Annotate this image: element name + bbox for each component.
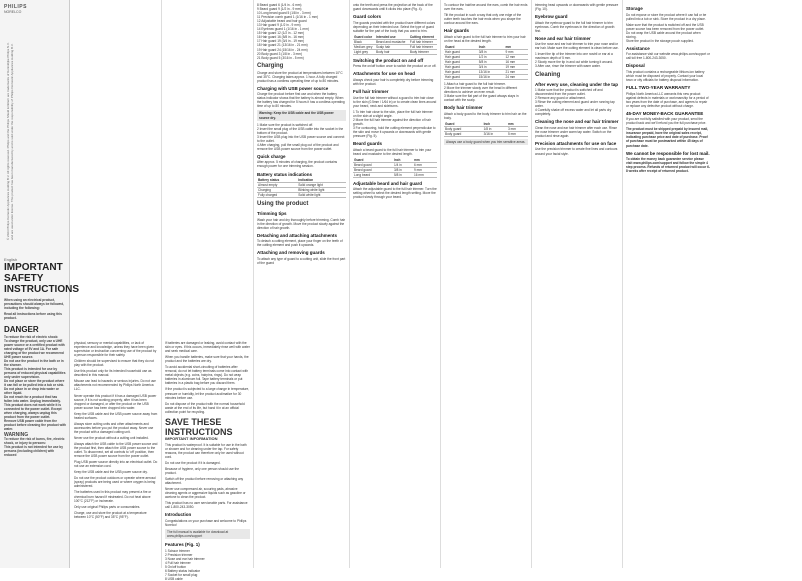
comb-item: 14 Eyebrow guard 1 (1/16 in - 1 mm) bbox=[257, 27, 309, 32]
danger-item: To charge the product, only use a UHE power source or a certified product with rated voltage of 5V and 1A. For safe charging of the product we recommend UHE power source. bbox=[4, 339, 65, 359]
paragraph: If batteries are damaged or leaking, avoid contact with the skin or eyes. If this occurs, immediately rinse well with water and seek medical care. bbox=[165, 341, 250, 354]
table-cell: 19 mm bbox=[504, 65, 528, 70]
adjustable-guard-heading: Adjustable beard and hair guard bbox=[353, 180, 423, 186]
table-cell: 3 mm bbox=[507, 127, 528, 132]
table-header: mm bbox=[507, 122, 528, 127]
series-logo: NORELCO bbox=[4, 10, 22, 14]
table-header: Guard color bbox=[353, 35, 375, 40]
danger-item: This product is intended for use by persons of reduced physical capabilities only under supervision. bbox=[4, 367, 66, 379]
nose-cleaning-heading: Cleaning the nose and ear hair trimmer bbox=[535, 119, 619, 125]
responsibility-heading: We cannot be responsible for lost mail. bbox=[626, 150, 710, 156]
paragraph: The guards provided with the product have different colors depending on their intended use. Select the type of guard suitable for the part of the body that you want to trim. bbox=[353, 20, 436, 33]
table-cell: Hair guard bbox=[444, 54, 478, 59]
paragraph: Always store cutting units and other attachments and accessories before you put the product away. Never use the product with a damaged cutting unit. bbox=[74, 421, 154, 434]
warning-sub: To reduce the risk of burns, fire, electric shock, or injury to persons: bbox=[4, 437, 65, 445]
table-header: mm bbox=[413, 158, 437, 163]
introduction-heading: Introduction bbox=[165, 512, 192, 518]
step: 2 Move the trimmer slowly over the head in different directions to achieve an even result. bbox=[444, 86, 518, 95]
table-cell: 1/2 in bbox=[478, 54, 505, 59]
paragraph: Press the on/off button once to switch the product on or off. bbox=[353, 64, 437, 69]
precision-heading: Precision attachments for use on face bbox=[535, 140, 617, 146]
table-cell: 24 mm bbox=[504, 75, 528, 80]
table-header: Inch bbox=[393, 158, 413, 163]
table-cell: 12 mm bbox=[504, 54, 528, 59]
step: 1 To trim hair close to the skin, place the full hair trimmer on the skin at a slight angle. bbox=[353, 109, 433, 118]
comb-item: 8 Beard guard 6 (1/4 in - 6 mm) bbox=[257, 3, 302, 7]
charging-heading: Charging bbox=[257, 62, 284, 69]
paragraph: Never use compressed air, scouring pads, abrasive cleaning agents or aggressive liquids such as gasoline or acetone to clean the product. bbox=[165, 487, 246, 500]
feature-item: 7 Socket for small plug bbox=[165, 572, 198, 577]
paragraph: Charge and store the product at temperatures between 10°C and 35°C. Charging takes approx. 1 hour. A fully charged product has a cordless operating time of up to 80 minutes. bbox=[257, 70, 343, 83]
step: 2 Slowly move the tip in and out while turning it around. bbox=[535, 60, 613, 65]
step: 4 After charging, pull the small plug out of the product and remove the USB power source from the power outlet. bbox=[257, 142, 339, 151]
comb-item: 9 Beard guard 9 (1/2 in - 9 mm) bbox=[257, 7, 302, 12]
table-cell: Solid white light bbox=[297, 193, 346, 198]
paragraph: Do not use the product if it is damaged. bbox=[165, 460, 221, 465]
danger-item: Do not place in or drop into water or other liquid. bbox=[4, 387, 59, 395]
table-row bbox=[444, 127, 528, 132]
table-row bbox=[257, 193, 346, 198]
table-cell: 3/8 in bbox=[393, 167, 413, 172]
paragraph: Only use original Philips parts or consumables. bbox=[74, 504, 141, 509]
feature-item: 5 On/off button bbox=[165, 564, 187, 569]
column-hair-guards bbox=[441, 0, 531, 568]
column-safety-continued bbox=[71, 0, 161, 568]
paragraph: Because of hygiene, only one person should use the product. bbox=[165, 467, 240, 476]
body-trimmer-heading: Body hair trimmer bbox=[444, 105, 483, 111]
table-cell: Fully charged bbox=[257, 193, 297, 198]
feature-item: 6 Battery status indicator bbox=[165, 568, 201, 573]
table-header: Guard bbox=[444, 122, 483, 127]
table-header: Inch bbox=[478, 45, 505, 50]
step: Store the product in the storage pouch supplied. bbox=[626, 38, 694, 43]
paragraph: physical, sensory or mental capabilities, or lack of experience and knowledge, unless they have been given supervision or instruction concerning use of the product by a person responsible for their safety. bbox=[74, 341, 157, 358]
brand-logo: PHILIPS bbox=[4, 4, 27, 10]
switch-heading: Switching the product on and off bbox=[353, 57, 424, 63]
table-cell: Scalp hair bbox=[375, 44, 409, 49]
battery-table bbox=[257, 178, 346, 198]
paragraph: Switch off the product before removing or attaching any attachment. bbox=[165, 477, 244, 486]
comb-item: 19 Hair guard 24 (15/16 in - 24 mm) bbox=[257, 47, 308, 52]
paragraph: Attach a beard guard to the full hair trimmer to trim your beard and mustache to the desired length. bbox=[353, 147, 432, 156]
danger-item: Do not use the product in the bath or in the shower. bbox=[4, 359, 64, 367]
table-cell: 9 mm bbox=[504, 49, 528, 54]
danger-item: Do not place or store the product where it can fall or be pulled into a tub or sink. bbox=[4, 379, 65, 387]
eyebrow-heading: Eyebrow guard bbox=[535, 14, 568, 20]
paragraph: Attach the adjustable guard to the full hair trimmer. Turn the setting wheel to select the desired length setting. Move the product slowly through your beard. bbox=[353, 187, 437, 200]
comb-item: 20 Body guard 3 (1/8 in - 3 mm) bbox=[257, 51, 303, 56]
table-cell: Beard and mustache bbox=[375, 39, 409, 44]
warranty-heading: FULL TWO-YEAR WARRANTY bbox=[626, 85, 691, 91]
paragraph: Children should be supervised to ensure that they do not play with the product. bbox=[74, 359, 154, 368]
table-cell: 5 mm bbox=[507, 132, 528, 137]
hair-guard-table bbox=[444, 45, 528, 80]
body-note: Always use a body guard when you trim sensitive areas. bbox=[444, 139, 528, 145]
storage-heading: Storage bbox=[626, 6, 643, 11]
warning-box: Warning: Keep the USB cable and the USB power source dry. bbox=[257, 110, 346, 120]
table-row bbox=[444, 132, 528, 137]
danger-heading: DANGER bbox=[4, 325, 39, 334]
table-header: Indication bbox=[297, 178, 346, 183]
paragraph: If you are not fully satisfied with your product, send the product back and we'll refund you the full purchase price. bbox=[626, 117, 707, 126]
paragraph: This product contains a rechargeable lithium-ion battery which must be disposed of properly. Contact your local town or city officials for battery disposal information. bbox=[626, 69, 705, 83]
comb-item: 11 Precision comb guard 1 (1/16 in - 1 mm) bbox=[257, 15, 319, 20]
comb-item: 17 Hair guard 19 (3/4 in - 19 mm) bbox=[257, 39, 305, 44]
feature-item: 2 Precision trimmer bbox=[165, 552, 193, 557]
step: 3 Make sure the flat part of the guard always stays in contact with the scalp. bbox=[444, 94, 519, 103]
save-instructions-heading: SAVE THESE INSTRUCTIONS bbox=[165, 416, 233, 437]
table-row bbox=[444, 75, 528, 80]
table-cell: 3/16 in bbox=[483, 132, 507, 137]
nose-trimmer-heading: Nose and ear hair trimmer bbox=[535, 35, 591, 41]
paragraph: Wash your hair and dry thoroughly before trimming. Comb hair in the direction of growth. Move the product slowly against the direction of hair growth. bbox=[257, 217, 346, 230]
table-cell: Charging bbox=[257, 188, 297, 193]
feature-item: 3 Nose and ear hair trimmer bbox=[165, 556, 205, 561]
paragraph: If the product is subjected to a large change in temperature, pressure or humidity, let the product acclimatize for 30 minutes before use. bbox=[165, 387, 250, 400]
table-cell: 16 mm bbox=[413, 172, 437, 177]
safety-intro: When using an electrical product, precautions should always be followed, including the following: bbox=[4, 298, 65, 310]
comb-item: 13 Hair guard 9 (1/2 in - 9 mm) bbox=[257, 23, 301, 28]
comb-item: 15 Hair guard 12 (1/2 in - 12 mm) bbox=[257, 31, 305, 36]
disposal-heading: Disposal bbox=[626, 63, 645, 69]
feature-item: 4 Full hair trimmer bbox=[165, 560, 191, 565]
warning-text: This product is not intended for use by persons (including children) with reduced bbox=[4, 445, 63, 457]
paragraph: Use the full hair trimmer without a guard to trim hair close to the skin (0.5mm / 1/64 in) or to create clean lines around your beard, neck and sideburns. bbox=[353, 95, 437, 108]
column-charging bbox=[254, 0, 349, 568]
table-header: Cutting element bbox=[409, 35, 437, 40]
table-cell: Long beard bbox=[353, 172, 393, 177]
comb-item: 18 Hair guard 21 (13/16 in - 21 mm) bbox=[257, 43, 308, 48]
paragraph: Use the nose and ear hair trimmer to trim your nose and/or ear hair. Make sure the cutting element is clean before use. bbox=[535, 42, 619, 51]
paragraph: This product has no user serviceable parts. For assistance call 1-800-243-3050. bbox=[165, 501, 248, 510]
detach-heading: Detaching and attaching attachments bbox=[257, 232, 338, 238]
paragraph: Misuse can lead to hazards or serious injuries. Do not use attachments not recommended by Philips North America LLC. bbox=[74, 379, 156, 392]
step: 1 Make sure that the product is switched off and disconnected from the power outlet. bbox=[535, 88, 603, 97]
refund-heading: 45-DAY MONEY-BACK GUARANTEE bbox=[626, 110, 704, 116]
table-cell: Hair guard bbox=[444, 59, 478, 64]
table-cell: Blinking white light bbox=[297, 188, 346, 193]
paragraph: onto the teeth and press the projection at the back of the guard downwards until it clicks into place (Fig. 4). bbox=[353, 3, 433, 12]
attachments-head-heading: Attachments for use on head bbox=[353, 71, 416, 77]
comb-item: 12 Adjustable beard and hair guard bbox=[257, 19, 307, 24]
table-cell: Body guard bbox=[444, 132, 483, 137]
paragraph: To avoid accidental short-circuiting of batteries after removal, do not let battery terminals come into contact with metal objects (e.g. coins, hairpins, rings). Do not wrap batteries in aluminum foil. Tape battery terminals or put batteries in a plastic bag before you discard them. bbox=[165, 365, 249, 386]
paragraph: Plug USB power source directly into an electrical outlet. Do not use an extension cord. bbox=[74, 460, 158, 469]
table-cell: Body trimmer bbox=[409, 49, 437, 54]
paragraph: Congratulations on your purchase and welcome to Philips Norelco! bbox=[165, 518, 247, 527]
table-cell: Beard guard bbox=[353, 162, 393, 167]
cleaning-sub: After every use, cleaning under the tap bbox=[535, 81, 619, 87]
table-cell: Black bbox=[353, 39, 375, 44]
legal-text: © 2023 Philips Domestic Appliances Holding B.V. All rights reserved. Philips and the Philips Shield Emblem are trademarks of Koninklijke Philips N.V. and are used under license. This product has been manufactured by and is sold under the responsibility of Philips Domestic Appliances Holding B.V. bbox=[6, 42, 14, 240]
table-cell: Full hair trimmer bbox=[409, 39, 437, 44]
paragraph: Charge, use and store the product at a temperature between 10°C (50°F) and 35°C (95°F). bbox=[74, 510, 147, 519]
table-cell: 16 mm bbox=[504, 59, 528, 64]
step: 1 Insert the tip of the trimmer into one nostril or ear at a maximum depth of 5 mm. bbox=[535, 52, 613, 61]
battery-status-heading: Battery status indications bbox=[257, 171, 313, 177]
paragraph: For assistance visit our website www.philips.com/support or call toll free 1-800-243-3050. bbox=[626, 52, 710, 61]
table-cell: Medium grey bbox=[353, 44, 375, 49]
feature-item: 8 USB cable bbox=[165, 576, 183, 581]
paragraph: This product is waterproof. It is suitable for use in the bath or shower and for cleaning under the tap. For safety reasons, the product can therefore only be used without cord. bbox=[165, 442, 247, 459]
paragraph: trimming head upwards or downwards with gentle pressure (Fig. 10). bbox=[535, 3, 619, 12]
paragraph: Keep the USB cable and the USB power source dry. bbox=[74, 470, 148, 475]
paragraph: Keep the USB cable and the USB power source away from heated surfaces. bbox=[74, 411, 158, 420]
table-cell: Solid orange light bbox=[297, 183, 346, 188]
table-cell: Body guard bbox=[444, 127, 483, 132]
beard-guard-table bbox=[353, 158, 437, 178]
paragraph: To obtain the money back guarantee service please visit www.philips.com/support and follow the simple 4 step process. Refunds of returned product will occur 6-8 weeks after receipt of returned product. bbox=[626, 157, 710, 174]
paragraph: To detach a cutting element, place your finger on the teeth of the cutting element and push it upwards. bbox=[257, 239, 343, 248]
table-cell: Hair guard bbox=[444, 70, 478, 75]
table-header: Intended use bbox=[375, 35, 409, 40]
paragraph: Attach a body guard to the body trimmer to trim hair on the body. bbox=[444, 111, 527, 120]
table-cell: 3/4 in bbox=[478, 65, 505, 70]
step: 3 For contouring, hold the cutting element perpendicular to the skin and move it upwards or downwards with gentle pressure (Fig. 5). bbox=[353, 125, 436, 138]
step: 3 After use, rinse the trimmer with warm water. bbox=[535, 64, 601, 69]
danger-item: This product does not work while it is connected to the power outlet. Except when charging, always unplug this product from the power outlet. bbox=[4, 403, 62, 419]
table-header: Guard bbox=[444, 45, 478, 50]
safety-title: IMPORTANT SAFETY INSTRUCTIONS bbox=[4, 262, 79, 295]
danger-sub: To reduce the risk of electric shock: bbox=[4, 335, 59, 339]
cover-panel bbox=[0, 0, 79, 568]
table-cell: 9 mm bbox=[413, 167, 437, 172]
paragraph: To attach any type of guard to a cutting unit, slide the front part of the guard bbox=[257, 256, 346, 265]
paragraph: Never use the product without a cutting unit installed. bbox=[74, 435, 149, 440]
quick-charge-heading: Quick charge bbox=[257, 153, 286, 159]
table-header: Battery status bbox=[257, 178, 297, 183]
table-cell: 1/8 in bbox=[483, 127, 507, 132]
table-cell: 21 mm bbox=[504, 70, 528, 75]
paragraph: Always check your hair is completely dry before trimming with the product. bbox=[353, 77, 434, 87]
comb-item: 16 Hair guard 16 (5/8 in - 16 mm) bbox=[257, 35, 305, 40]
column-save-instructions bbox=[162, 0, 253, 581]
table-header: mm bbox=[504, 45, 528, 50]
table-cell: 13/16 in bbox=[478, 70, 505, 75]
table-header: Guard bbox=[353, 158, 393, 163]
table-row bbox=[353, 172, 437, 177]
paragraph: Clean the nose and ear hair trimmer after each use. Rinse the nose trimmer under warm tap water. Switch on the product and rinse again. bbox=[535, 125, 618, 138]
step: Do not wrap the USB cable around the product when storing. bbox=[626, 30, 701, 39]
paragraph: Always attach the USB cable to the USB power source and the product first, then attach the USB power source to the outlet. To disconnect, set all controls to 'off' position, then remove the USB power source from the power outlet. bbox=[74, 441, 158, 459]
read-instructions: Read all instructions before using this product. bbox=[4, 312, 62, 320]
step: 1 Attach a hair guard to the full hair trimmer. bbox=[444, 82, 506, 87]
body-guard-table bbox=[444, 122, 528, 137]
paragraph: Philips North America LLC warrants this new product against defects in materials or workmanship for a period of two years from the date of purchase, and agrees to repair or replace any defective product without charge. bbox=[626, 91, 709, 108]
step: 1 Make sure the product is switched off. bbox=[257, 122, 314, 127]
attach-heading: Attaching and removing guards bbox=[257, 250, 325, 256]
comb-item: 21 Body guard 5 (3/16 in - 5 mm) bbox=[257, 55, 304, 60]
paragraph: Charge the product before first use and when the battery status indicator shows that the battery is almost empty. When the battery has charged for 5 hours it has a cordless operating time of up to 80 minutes. bbox=[257, 92, 345, 109]
paragraph: Use the precision trimmer to create fine lines and contours around your facial style. bbox=[535, 147, 618, 156]
paragraph: The batteries used in this product may present a fire or chemical burn hazard if mistreated. Do not heat above 100°C (212°F) or incinerate. bbox=[74, 490, 152, 503]
language-tag: English bbox=[4, 257, 18, 262]
column-guards bbox=[350, 0, 440, 568]
paragraph: The product must be shipped prepaid by insured mail, insurance prepaid, have the original sales receipt, indicating purchase price and date of purchase. Proof of purchase must be postmarked within 45 days of purchase date. bbox=[626, 127, 709, 148]
table-cell: Beard guard bbox=[353, 167, 393, 172]
hair-guards-heading: Hair guards bbox=[444, 28, 470, 34]
table-row bbox=[353, 49, 437, 54]
beard-guards-heading: Beard guards bbox=[353, 141, 383, 147]
paragraph: After approx. 5 minutes of charging, the product contains enough power for one trimming session. bbox=[257, 160, 338, 169]
table-cell: Full hair trimmer bbox=[409, 44, 437, 49]
step: 2 Insert the small plug of the USB cable into the socket in the bottom of the product. bbox=[257, 126, 344, 135]
table-cell: 15/16 in bbox=[478, 75, 505, 80]
table-cell: Body hair bbox=[375, 49, 409, 54]
cleaning-heading: Cleaning bbox=[535, 71, 561, 78]
column-cleaning bbox=[532, 0, 622, 568]
table-cell: 6 mm bbox=[413, 162, 437, 167]
tips-heading: Trimming tips bbox=[257, 211, 287, 217]
table-cell: 5/8 in bbox=[478, 59, 505, 64]
step: 3 Insert the USB plug into the USB power source and connect to the outlet. bbox=[257, 134, 345, 143]
important-info-heading: IMPORTANT INFORMATION bbox=[165, 435, 218, 441]
features-heading: Features (Fig. 1) bbox=[165, 542, 200, 548]
safety-block bbox=[4, 262, 79, 457]
table-cell: 1/4 in bbox=[393, 162, 413, 167]
step: 3 Rinse the cutting element and guard under running tap water. bbox=[535, 100, 615, 109]
table-cell: 5/8 in bbox=[393, 172, 413, 177]
step: 2 Move the full hair trimmer against the direction of hair growth. bbox=[353, 117, 431, 126]
table-cell: Hair guard bbox=[444, 75, 478, 80]
using-heading: Using the product bbox=[257, 201, 309, 208]
full-trimmer-heading: Full hair trimmer bbox=[353, 89, 389, 95]
paragraph: Do not use the product outdoors or operate where aerosol (spray) products are being used or where oxygen is being administered. bbox=[74, 476, 156, 489]
table-header: Inch bbox=[483, 122, 507, 127]
paragraph: Use this product only for its intended household use as described in this manual. bbox=[74, 369, 152, 378]
paragraph: When you handle batteries, make sure that your hands, the product and the batteries are dry. bbox=[165, 355, 249, 364]
feature-item: 1 Scissor trimmer bbox=[165, 548, 190, 553]
paragraph: Do not dispose of the product with the normal household waste at the end of its life, but hand it in at an official collection point for recycling. bbox=[165, 401, 245, 414]
guard-colors-heading: Guard colors bbox=[353, 14, 382, 20]
column-storage-warranty bbox=[623, 0, 713, 568]
danger-item: Do not reach for a product that has fallen into water. Unplug immediately. bbox=[4, 395, 61, 403]
step: Make sure that the product is switched off and the USB power source has been removed from the power outlet. bbox=[626, 22, 705, 31]
paragraph: Attach a hair guard to the full hair trimmer to trim your hair on the head at the desired length. bbox=[444, 34, 526, 43]
brand-block bbox=[4, 4, 27, 14]
table-cell: Hair guard bbox=[444, 49, 478, 54]
danger-item: Remove USB power cable from the product before cleaning the product with water. bbox=[4, 419, 66, 431]
table-cell: 3/8 in bbox=[478, 49, 505, 54]
manual-note: The full manual is available for download at www.philips.com/support bbox=[165, 529, 250, 539]
warning-heading: WARNING bbox=[4, 432, 29, 438]
paragraph: Tilt the product in such a way that only one edge of the cutter teeth touches the hair ends when you shape the contour around the ears. bbox=[444, 13, 522, 26]
paragraph: Never operate this product if it has a damaged USB power source, if it is not working properly, after it has been dropped or damaged, or after the product or the USB power source has been dropped into water. bbox=[74, 393, 157, 410]
guard-color-table bbox=[353, 35, 437, 55]
assistance-heading: Assistance bbox=[626, 45, 650, 51]
table-cell: Light grey bbox=[353, 49, 375, 54]
paragraph: Do not expose or store the product where it can fall or be pulled into a tub or sink. Store the product in a dry place. bbox=[626, 12, 707, 21]
paragraph: To contour the hairline around the ears, comb the hair ends over the ears. bbox=[444, 3, 528, 12]
step: 4 Carefully shake off excess water and let all parts dry completely. bbox=[535, 108, 612, 117]
step: 2 Remove any guard or attachment. bbox=[535, 96, 586, 101]
table-cell: Almost empty bbox=[257, 183, 297, 188]
comb-item: 10 Long beard guard 5 (1/8 in - 3 mm) bbox=[257, 11, 311, 16]
charging-usb-heading: Charging with USB power source bbox=[257, 85, 329, 91]
paragraph: Attach the eyebrow guard to the full hair trimmer to trim eyebrows. Comb the eyebrows in the direction of growth first. bbox=[535, 20, 615, 33]
table-cell: Hair guard bbox=[444, 65, 478, 70]
